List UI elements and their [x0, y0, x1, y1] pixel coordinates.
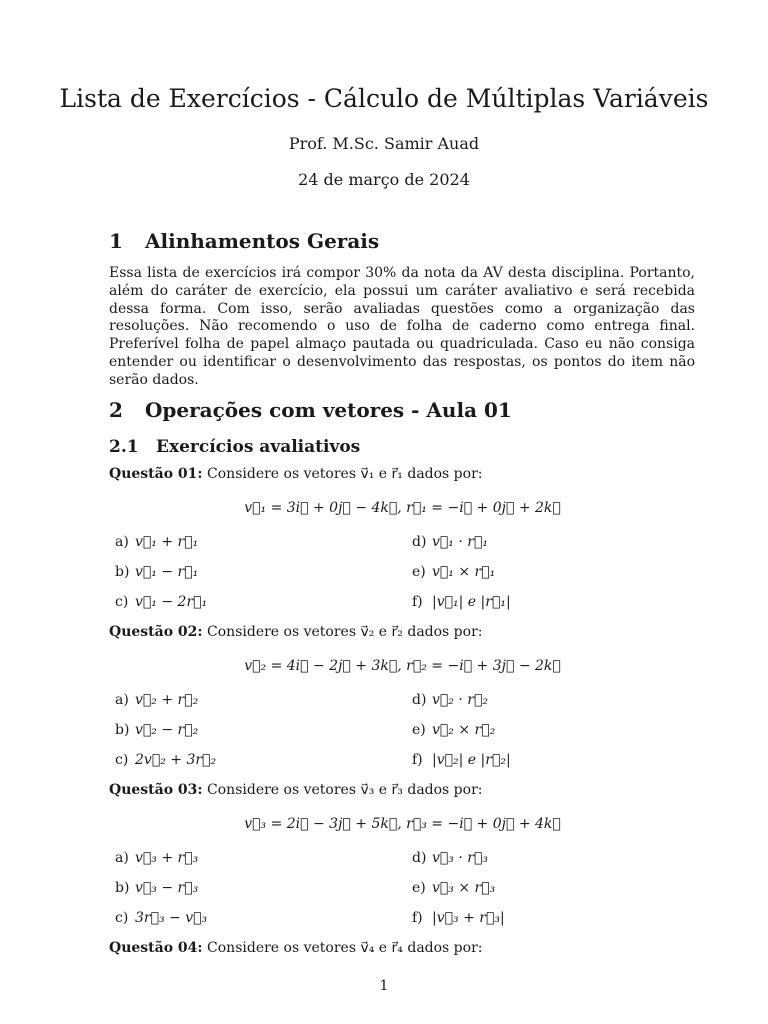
exercise-item	[115, 564, 198, 580]
document-title: Lista de Exercícios - Cálculo de Múltiplas Variáveis	[59, 84, 709, 113]
exercise-item	[115, 752, 216, 768]
exercise-item	[412, 692, 488, 708]
exercise-item	[412, 910, 505, 926]
subsection-title: Exercícios avaliativos	[156, 437, 361, 457]
vector-equation: v⃗₂ = 4i⃗ − 2j⃗ + 3k⃗, r⃗₂ = −i⃗ + 3j⃗ − 2k⃗	[244, 658, 561, 674]
section-heading	[109, 229, 379, 253]
item-label: d)	[412, 850, 427, 866]
item-expression: 2v⃗₂ + 3r⃗₂	[135, 752, 217, 768]
item-expression: v⃗₃ · r⃗₃	[432, 850, 488, 866]
item-expression: 3r⃗₃ − v⃗₃	[135, 910, 208, 926]
exercise-item	[115, 910, 207, 926]
item-label: e)	[412, 564, 426, 580]
section-title: Alinhamentos Gerais	[145, 229, 380, 253]
item-expression: v⃗₁ − 2r⃗₁	[135, 594, 208, 610]
exercise-item	[412, 564, 495, 580]
item-label: d)	[412, 534, 427, 550]
item-label: a)	[115, 534, 129, 550]
document-date: 24 de março de 2024	[298, 170, 470, 189]
item-expression: v⃗₁ · r⃗₁	[432, 534, 488, 550]
item-label: b)	[115, 880, 130, 896]
item-label: f)	[412, 910, 423, 926]
item-label: c)	[115, 752, 129, 768]
item-expression: v⃗₂ · r⃗₂	[432, 692, 488, 708]
exercise-item	[412, 880, 495, 896]
item-expression: v⃗₂ − r⃗₂	[135, 722, 199, 738]
question-statement	[109, 940, 483, 956]
item-expression: v⃗₁ + r⃗₁	[135, 534, 199, 550]
item-label: a)	[115, 850, 129, 866]
item-expression: v⃗₁ − r⃗₁	[135, 564, 199, 580]
exercise-item	[115, 594, 207, 610]
item-label: b)	[115, 564, 130, 580]
exercise-item	[412, 850, 488, 866]
page-number: 1	[379, 978, 389, 994]
question-text: Considere os vetores v⃗₄ e r⃗₄ dados por:	[207, 940, 483, 956]
item-expression: v⃗₂ + r⃗₂	[135, 692, 199, 708]
exercise-item	[115, 692, 198, 708]
item-label: d)	[412, 692, 427, 708]
section-heading	[109, 398, 512, 422]
exercise-item	[115, 850, 198, 866]
exercise-item	[115, 534, 198, 550]
question-text: Considere os vetores v⃗₂ e r⃗₂ dados por:	[207, 624, 483, 640]
exercise-item	[412, 722, 495, 738]
item-expression: |v⃗₁| e |r⃗₁|	[432, 594, 511, 610]
item-expression: v⃗₂ × r⃗₂	[432, 722, 496, 738]
exercise-item	[412, 752, 511, 768]
item-expression: v⃗₃ + r⃗₃	[135, 850, 199, 866]
item-expression: v⃗₃ − r⃗₃	[135, 880, 199, 896]
item-label: e)	[412, 722, 426, 738]
item-label: a)	[115, 692, 129, 708]
item-label: e)	[412, 880, 426, 896]
item-expression: |v⃗₂| e |r⃗₂|	[432, 752, 511, 768]
item-expression: v⃗₃ × r⃗₃	[432, 880, 496, 896]
item-label: b)	[115, 722, 130, 738]
vector-equation: v⃗₁ = 3i⃗ + 0j⃗ − 4k⃗, r⃗₁ = −i⃗ + 0j⃗ + 2k⃗	[244, 500, 561, 516]
subsection-heading	[109, 437, 360, 457]
exercise-item	[115, 880, 198, 896]
section-number: 2	[109, 398, 123, 422]
item-label: f)	[412, 752, 423, 768]
item-label: c)	[115, 594, 129, 610]
section-number: 1	[109, 229, 123, 253]
exercise-item	[412, 594, 511, 610]
item-label: c)	[115, 910, 129, 926]
question-label: Questão 02:	[109, 624, 203, 640]
item-expression: v⃗₁ × r⃗₁	[432, 564, 496, 580]
question-label: Questão 01:	[109, 466, 203, 482]
document-author: Prof. M.Sc. Samir Auad	[288, 134, 480, 153]
question-text: Considere os vetores v⃗₁ e r⃗₁ dados por:	[207, 466, 483, 482]
question-statement	[109, 624, 483, 640]
item-label: f)	[412, 594, 423, 610]
question-statement	[109, 466, 483, 482]
question-statement	[109, 782, 483, 798]
intro-paragraph: Essa lista de exercícios irá compor 30% da nota da AV desta disciplina. Portanto, além do caráter de exercício, ela possui um caráter avaliativo e será recebida dessa forma. Com isso, serão avaliadas questões como a organização das resoluções. Não recomendo o uso de folha de caderno como entrega final. Preferível folha de papel almaço pautada ou quadriculada. Caso eu não consiga entender ou identificar o desenvolvimento das respostas, os pontos do item não serão dados.	[109, 265, 695, 388]
section-title: Operações com vetores - Aula 01	[145, 398, 512, 422]
vector-equation: v⃗₃ = 2i⃗ − 3j⃗ + 5k⃗, r⃗₃ = −i⃗ + 0j⃗ + 4k⃗	[244, 816, 561, 832]
subsection-number: 2.1	[109, 437, 139, 457]
question-label: Questão 04:	[109, 940, 203, 956]
item-expression: |v⃗₃ + r⃗₃|	[432, 910, 505, 926]
question-label: Questão 03:	[109, 782, 203, 798]
question-text: Considere os vetores v⃗₃ e r⃗₃ dados por:	[207, 782, 483, 798]
exercise-item	[412, 534, 488, 550]
exercise-item	[115, 722, 198, 738]
